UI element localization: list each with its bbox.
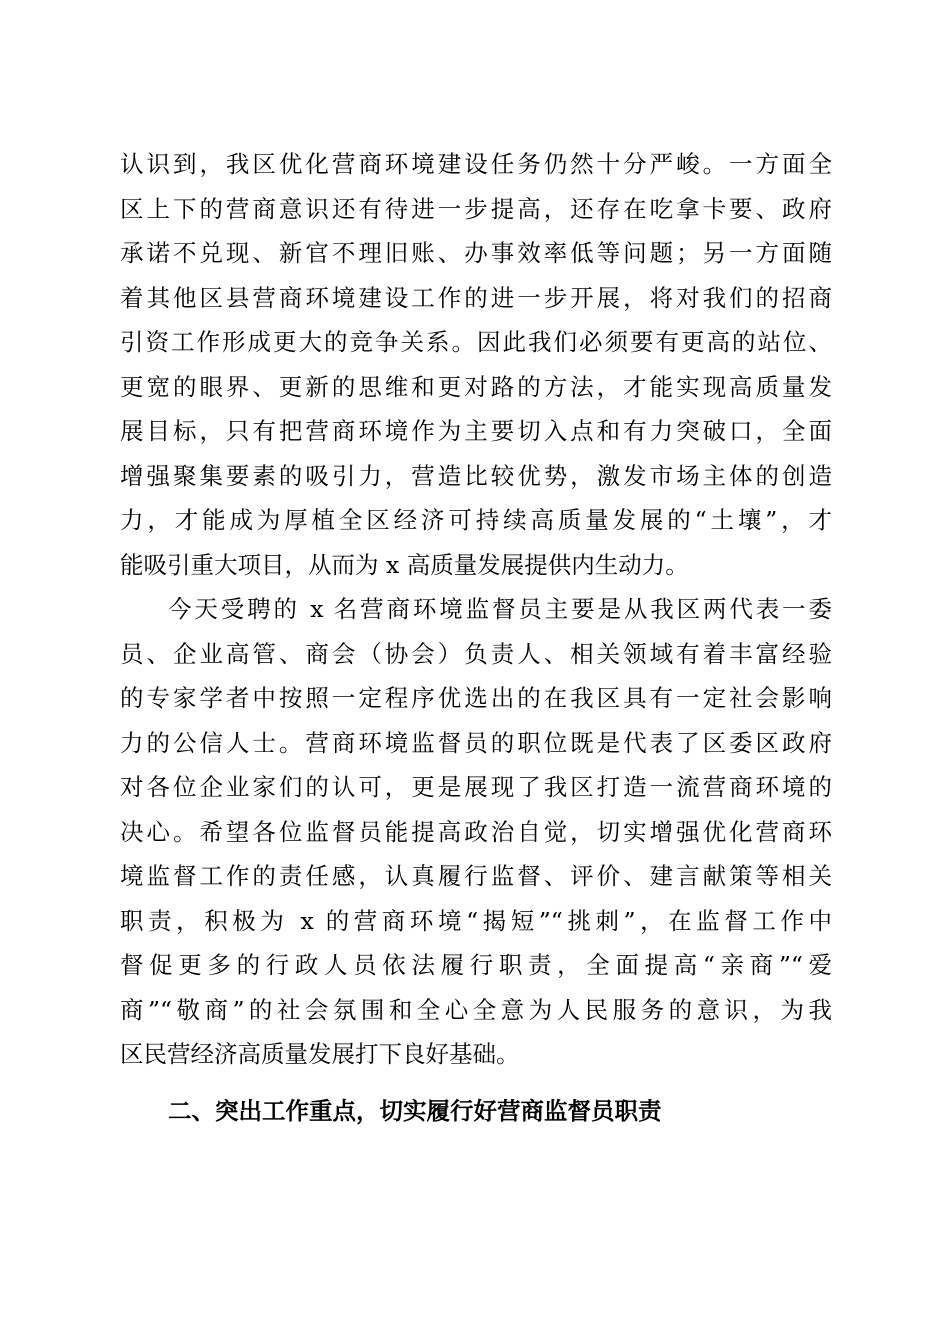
- text-line: 认识到，我区优化营商环境建设任务仍然十分严峻。一方面全: [120, 150, 832, 178]
- text-line: 今天受聘的 x 名营商环境监督员主要是从我区两代表一委: [168, 595, 832, 623]
- section-heading: 二、突出工作重点，切实履行好营商监督员职责: [168, 1096, 662, 1125]
- text-line: 引资工作形成更大的竞争关系。因此我们必须要有更高的站位、: [120, 328, 832, 356]
- text-line: 更宽的眼界、更新的思维和更对路的方法，才能实现高质量发: [120, 372, 832, 401]
- document-body: [120, 142, 832, 1133]
- text-line: 决心。希望各位监督员能提高政治自觉，切实增强优化营商环: [120, 817, 832, 846]
- text-line: 着其他区县营商环境建设工作的进一步开展，将对我们的招商: [120, 283, 832, 312]
- text-line: 力的公信人士。营商环境监督员的职位既是代表了区委区政府: [120, 728, 832, 757]
- text-line: 职责，积极为 x 的营商环境“揭短”“挑刺”，在监督工作中: [120, 906, 832, 935]
- text-line: 商”“敬商”的社会氛围和全心全意为人民服务的意识，为我: [120, 995, 832, 1024]
- text-line: 区上下的营商意识还有待进一步提高，还存在吃拿卡要、政府: [120, 194, 832, 223]
- text-line: 员、企业高管、商会（协会）负责人、相关领域有着丰富经验: [120, 639, 832, 668]
- text-line: 展目标，只有把营商环境作为主要切入点和有力突破口，全面: [120, 417, 832, 445]
- text-line: 力，才能成为厚植全区经济可持续高质量发展的“土壤”，才: [120, 506, 832, 534]
- text-line: 增强聚集要素的吸引力，营造比较优势，激发市场主体的创造: [120, 461, 832, 490]
- text-line: 境监督工作的责任感，认真履行监督、评价、建言献策等相关: [120, 862, 832, 890]
- text-line: 能吸引重大项目，从而为 x 高质量发展提供内生动力。: [120, 550, 689, 579]
- paragraph-1: [120, 142, 832, 587]
- paragraph-2: [120, 587, 832, 1077]
- text-line: 督促更多的行政人员依法履行职责，全面提高“亲商”“爱: [120, 951, 832, 979]
- text-line: 对各位企业家们的认可，更是展现了我区打造一流营商环境的: [120, 773, 832, 801]
- text-line: 承诺不兑现、新官不理旧账、办事效率低等问题；另一方面随: [120, 239, 832, 267]
- text-line: 的专家学者中按照一定程序优选出的在我区具有一定社会影响: [120, 684, 832, 712]
- text-line: 区民营经济高质量发展打下良好基础。: [120, 1040, 520, 1068]
